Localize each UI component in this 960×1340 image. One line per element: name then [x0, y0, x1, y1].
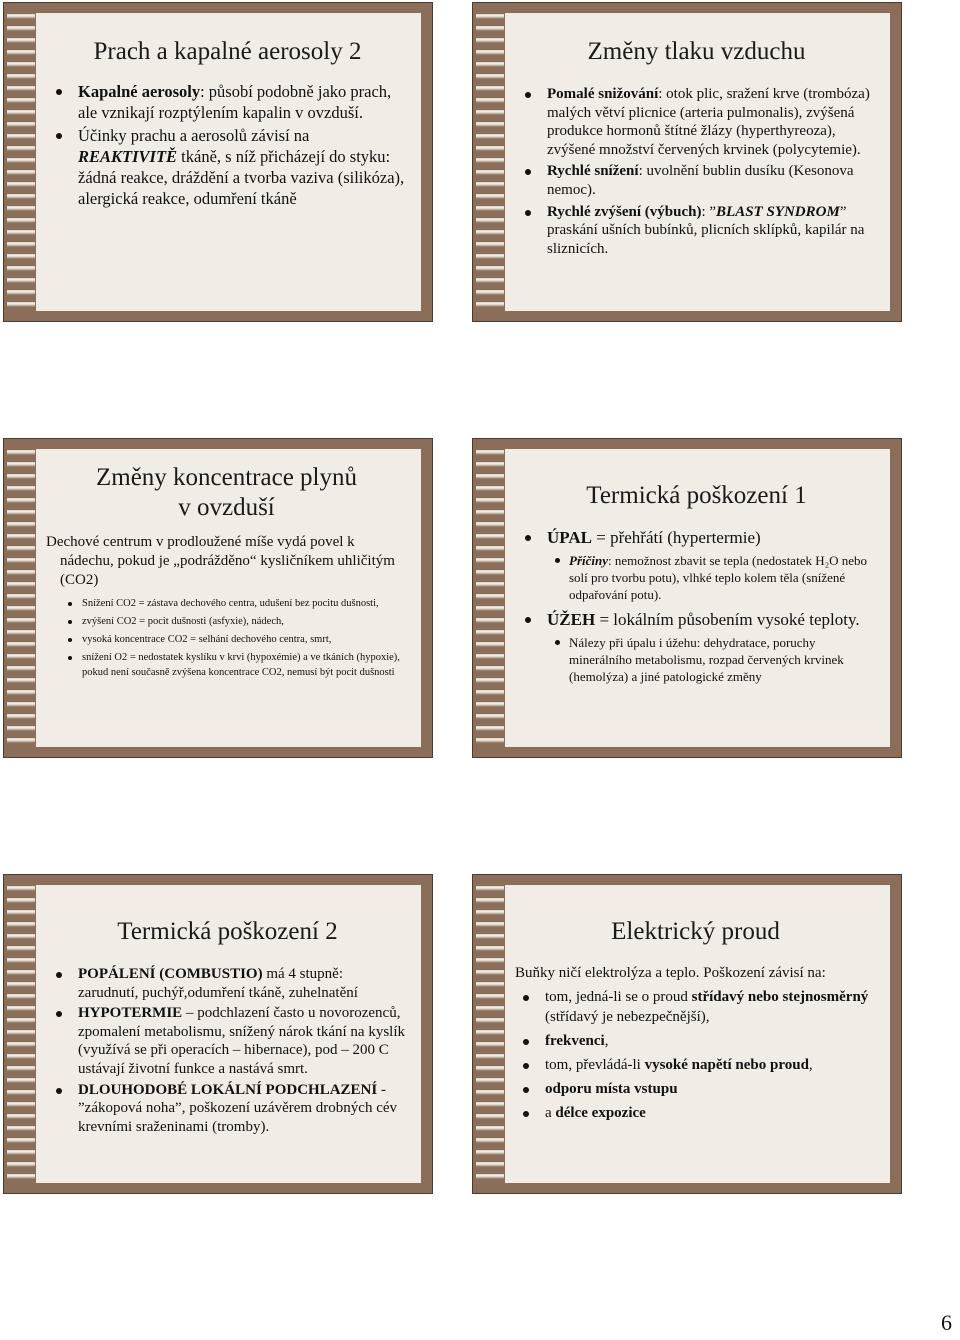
binder-rings — [7, 883, 35, 1185]
slide-title: Změny tlaku vzduchu — [587, 38, 806, 65]
text-run: = přehřátí (hypertermie) — [592, 528, 761, 547]
text-run: : otok plic, sražení krve (trombóza) malých větví plicnice (arteria pulmonalis), zvýšená produkce hormonů štítné žlázy (hyperthyreoza), zvýšené množství červených krvinek (polycytemie). — [547, 86, 870, 158]
list-item: snížení O2 = nedostatek kyslíku v krvi (hypoxémie) a ve tkáních (hypoxie), pokud není současně zvýšena koncentrace CO2, nemusí být pocit dušnosti — [46, 650, 407, 680]
slide-intro: Buňky ničí elektrolýza a teplo. Poškození závisí na: — [515, 965, 826, 981]
slide-title: Termická poškození 2 — [117, 918, 338, 945]
binder-rings — [476, 11, 504, 313]
list-item: vysoká koncentrace CO2 = selhání dechového centra, smrt, — [46, 632, 407, 647]
text-run: - ”zákopová noha”, poškození uzávěrem drobných cév krevními sraženinami (tromby). — [78, 1081, 398, 1135]
list-item — [515, 1055, 876, 1075]
text-run: tkáně, s níž přicházejí do styku: žádná reakce, dráždění a tvorba vaziva (silikóza), alergická reakce, odumření tkáně — [78, 147, 405, 208]
slide-title: Elektrický proud — [611, 918, 780, 945]
bullet-list — [48, 81, 407, 209]
text-run: tom, převládá-li — [545, 1057, 645, 1073]
text-run: ÚŽEH — [547, 610, 596, 629]
text-run: Rychlé zvýšení (výbuch) — [547, 203, 702, 220]
text-run: : uvolnění bublin dusíku (Kesonova nemoc). — [547, 163, 854, 198]
text-run: Rychlé snížení — [547, 163, 639, 180]
text-run: POPÁLENÍ (COMBUSTIO) — [78, 966, 263, 982]
slide-zmeny-tlaku — [472, 2, 902, 322]
list-item — [515, 1079, 876, 1099]
text-run: ÚPAL — [547, 528, 593, 547]
list-item — [517, 609, 876, 630]
bullet-list — [515, 987, 876, 1123]
list-item — [48, 1004, 407, 1078]
binder-rings — [7, 447, 35, 749]
text-run: , — [604, 1033, 609, 1049]
text-run: frekvenci — [545, 1033, 605, 1049]
bullet-list — [48, 965, 407, 1136]
page-number: 6 — [941, 1310, 952, 1335]
slide-title: Prach a kapalné aerosoly 2 — [93, 38, 362, 65]
slide-prach-aerosoly — [3, 2, 433, 322]
text-run: má 4 stupně: zarudnutí, puchýř,odumření tkáně, zuhelnatění — [78, 966, 358, 1001]
text-run: tom, jedná-li se o proud — [545, 989, 692, 1005]
slide-title-line2: v ovzduší — [178, 494, 275, 521]
bullet-list — [517, 85, 876, 258]
text-run: Pomalé snižování — [547, 86, 659, 102]
text-run: REAKTIVITĚ — [78, 147, 178, 166]
slide-title: Termická poškození 1 — [586, 482, 807, 509]
text-run: DLOUHODOBÉ LOKÁLNÍ PODCHLAZENÍ — [78, 1081, 378, 1098]
text-run: : ” — [701, 203, 717, 220]
text-run: – podchlazení často u novorozenců, zpomalení metabolismu, snížený nárok tkání na kyslík (využívá se při operacích – hibernace), pod – 200 C ustávají životní funkce a nastává smrt. — [78, 1005, 406, 1077]
binder-rings — [476, 447, 504, 749]
text-run: Kapalné aerosoly — [78, 82, 201, 101]
list-item — [48, 1081, 407, 1137]
slide-termicka-1 — [472, 438, 902, 758]
text-run: BLAST SYNDROM — [716, 203, 840, 220]
sub-list-item — [517, 634, 876, 685]
text-run: délce expozice — [555, 1105, 646, 1121]
text-run: = lokálním působením vysoké teploty. — [595, 610, 860, 629]
binder-rings — [476, 883, 504, 1185]
list-item — [515, 1031, 876, 1051]
binder-rings — [7, 11, 35, 313]
slide-zmeny-koncentrace — [3, 438, 433, 758]
sub-list-item — [517, 552, 876, 603]
list-item — [517, 85, 876, 159]
text-run: ” praskání ušních bubínků, plicních sklípků, kapilár na sliznicích. — [547, 203, 865, 257]
list-item: zvýšení CO2 = pocit dušnosti (asfyxie), nádech, — [46, 614, 407, 629]
text-run: a — [545, 1105, 556, 1121]
list-item — [48, 125, 407, 209]
text-run: střídavý nebo stejnosměrný — [691, 989, 869, 1005]
text-run: odporu místa vstupu — [545, 1081, 678, 1097]
bullet-list — [46, 596, 407, 680]
list-item — [48, 81, 407, 123]
list-item — [517, 162, 876, 199]
text-run: : nemožnost zbavit se tepla (nedostatek H₂O nebo solí pro tvorbu potu), vlhké teplo kolem těla (snížené odpařování potu). — [569, 553, 868, 602]
list-item: Snížení CO2 = zástava dechového centra, udušení bez pocitu dušnosti, — [46, 596, 407, 611]
list-item — [517, 203, 876, 259]
slide-title-line1: Změny koncentrace plynů — [95, 464, 357, 491]
text-run: (střídavý je nebezpečnější), — [545, 1009, 710, 1025]
text-run: : působí podobně jako prach, ale vznikají rozptýlením kapalin v ovzduší. — [78, 82, 392, 122]
text-run: , — [808, 1057, 813, 1073]
bullet-list — [517, 527, 876, 685]
text-run: Účinky prachu a aerosolů závisí na — [78, 126, 310, 145]
text-run: Příčiny — [569, 553, 608, 568]
list-item — [515, 1103, 876, 1123]
list-item — [515, 987, 876, 1027]
text-run: Nálezy při úpalu i úžehu: dehydratace, poruchy minerálního metabolismu, rozpad červených krvinek (hemolýza) a jiné patologické změny — [569, 635, 844, 684]
slide-title — [46, 463, 407, 523]
text-run: vysoké napětí nebo proud — [644, 1057, 809, 1073]
slide-intro: Dechové centrum v prodloužené míše vydá povel k nádechu, pokud je „podrážděno“ kysličníkem uhličitým (CO2) — [46, 534, 395, 588]
slide-elektricky-proud — [472, 874, 902, 1194]
text-run: HYPOTERMIE — [78, 1005, 183, 1022]
list-item — [48, 965, 407, 1002]
list-item — [517, 527, 876, 548]
slide-termicka-2 — [3, 874, 433, 1194]
